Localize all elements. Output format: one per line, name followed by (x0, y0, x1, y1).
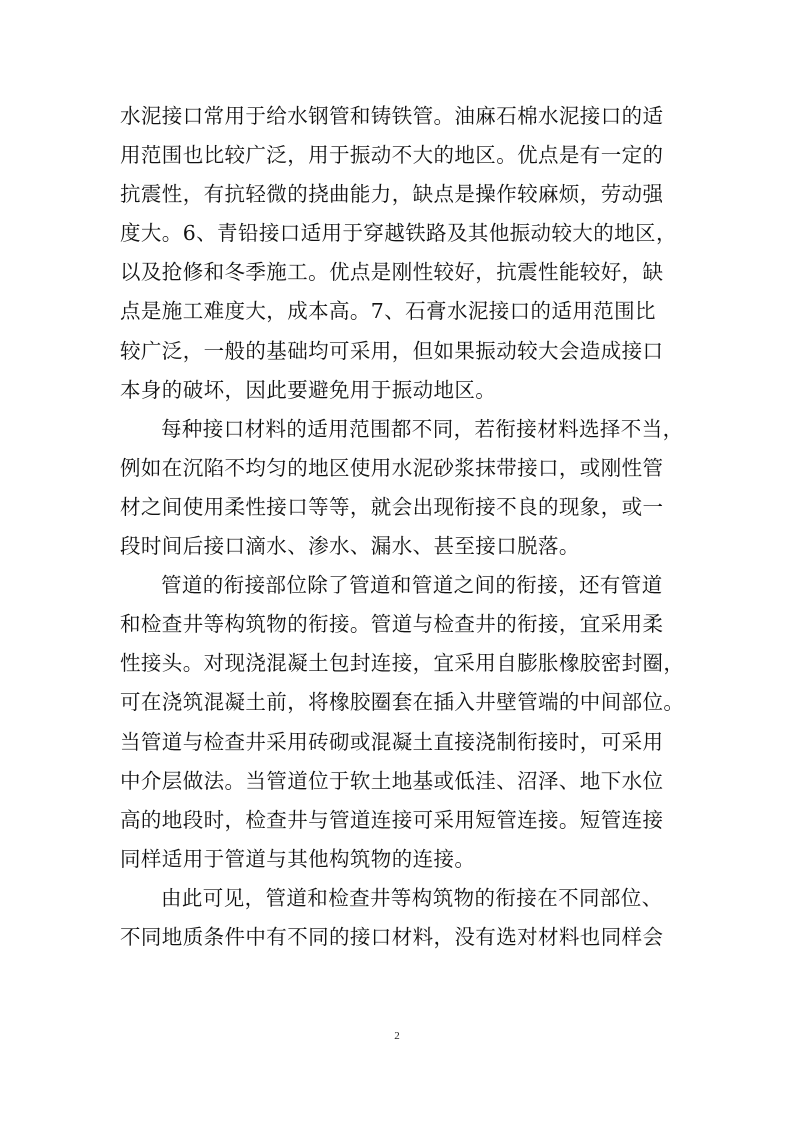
text-line: 本身的破坏，因此要避免用于振动地区。 (120, 377, 497, 402)
text-line: 水泥接口常用于给水钢管和铸铁管。油麻石棉水泥接口的适 (120, 104, 664, 128)
text-line: 不同地质条件中有不同的接口材料，没有选对材料也同样会 (120, 924, 664, 949)
paragraph-first-line: 管道的衔接部位除了管道和管道之间的衔接，还有管道 (161, 573, 663, 598)
text-line: 段时间后接口滴水、渗水、漏水、甚至接口脱落。 (120, 534, 580, 559)
paragraph-first-line: 由此可见，管道和检查井等构筑物的衔接在不同部位、 (161, 885, 663, 910)
document-body (120, 97, 685, 957)
text-line: 性接头。对现浇混凝土包封连接，宜采用自膨胀橡胶密封圈， (120, 651, 685, 676)
text-line: 度大。6、青铅接口适用于穿越铁路及其他振动较大的地区， (120, 221, 677, 246)
text-line: 和检查井等构筑物的衔接。管道与检查井的衔接，宜采用柔 (120, 612, 664, 637)
text-line: 用范围也比较广泛，用于振动不大的地区。优点是有一定的 (120, 143, 664, 168)
text-line: 抗震性，有抗轻微的挠曲能力，缺点是操作较麻烦，劳动强 (120, 182, 664, 207)
text-line: 中介层做法。当管道位于软土地基或低洼、沼泽、地下水位 (120, 768, 664, 793)
text-line: 材之间使用柔性接口等等，就会出现衔接不良的现象，或一 (120, 494, 664, 519)
text-line: 较广泛，一般的基础均可采用，但如果振动较大会造成接口 (120, 338, 664, 363)
text-line: 同样适用于管道与其他构筑物的连接。 (120, 846, 476, 871)
paragraph-first-line: 每种接口材料的适用范围都不同，若衔接材料选择不当， (161, 416, 684, 441)
text-line: 当管道与检查井采用砖砌或混凝土直接浇制衔接时，可采用 (120, 729, 664, 754)
text-line: 例如在沉陷不均匀的地区使用水泥砂浆抹带接口，或刚性管 (120, 455, 664, 480)
text-line: 高的地段时，检查井与管道连接可采用短管连接。短管连接 (120, 807, 664, 832)
text-line: 点是施工难度大，成本高。7、石膏水泥接口的适用范围比 (120, 299, 656, 324)
page-number: 2 (394, 1030, 400, 1042)
text-line: 以及抢修和冬季施工。优点是刚性较好，抗震性能较好，缺 (120, 260, 664, 285)
text-line: 可在浇筑混凝土前，将橡胶圈套在插入井壁管端的中间部位。 (120, 690, 685, 715)
